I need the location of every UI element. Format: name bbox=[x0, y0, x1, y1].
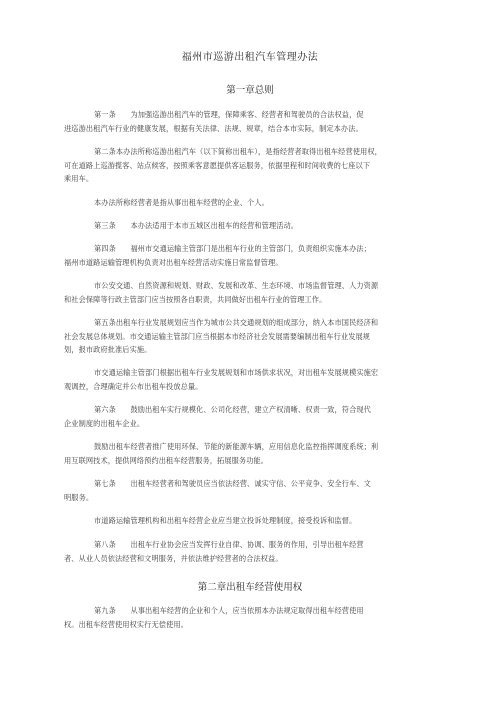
chapter-2-heading: 第二章出租车经营使用权 bbox=[197, 582, 303, 593]
article-7: 第七条 出租车经营者和驾驶员应当依法经营、诚实守信、公平竞争、安全行车、文 明服务。 bbox=[64, 479, 371, 502]
article-2-definition: 本办法所称经营者是指从事出租车经营的企业、个人。 bbox=[94, 198, 269, 207]
article-6-encourage: 鼓励出租车经营者推广使用环保、节能的新能源车辆，应用信息化监控指挥调度系统；利 用互联网技术，提供网络预约出租车经营服务，拓展服务功能。 bbox=[64, 442, 379, 465]
article-6: 第六条 鼓励出租车实行规模化、公司化经营，建立产权清晰、权责一致，符合现代 企业制度的出租车企业。 bbox=[64, 405, 371, 428]
article-9: 第九条 从事出租车经营的企业和个人，应当依照本办法规定取得出租车经营使用 权。出租车经营使用权实行无偿使用。 bbox=[64, 606, 364, 629]
article-7-complaints: 市道路运输管理机构和出租车经营企业应当建立投诉处理制度，接受投诉和监督。 bbox=[94, 516, 357, 525]
article-4-departments: 市公安交通、自然资源和规划、财政、发展和改革、生态环境、市场监督管理、人力资源 和社会保障等行政主管部门应当按照各自职责，共同做好出租车行业的管理工作。 bbox=[64, 281, 379, 304]
article-1: 第一条 为加强巡游出租汽车的管理，保障乘客、经营者和驾驶员的合法权益，促 进巡游出租汽车行业的健康发展，根据有关法律、法规、规章，结合本市实际，制定本办法。 bbox=[64, 110, 364, 133]
article-4: 第四条 福州市交通运输主管部门是出租车行业的主管部门，负责组织实施本办法； 福州市道路运输管理机构负责对出租车经营活动实施日常监督管理。 bbox=[64, 244, 371, 267]
document-title: 福州市巡游出租汽车管理办法 bbox=[181, 52, 319, 63]
article-3: 第三条 本办法适用于本市五城区出租车的经营和管理活动。 bbox=[94, 221, 299, 230]
article-5-control: 市交通运输主管部门根据出租车行业发展规划和市场供求状况，对出租车发展规模实施宏 观调控，合理确定并公布出租车投放总量。 bbox=[64, 368, 379, 391]
article-8: 第八条 出租车行业协会应当发挥行业自律、协调、服务的作用，引导出租车经营 者、从业人员依法经营和文明服务，并依法维护经营者的合法权益。 bbox=[64, 540, 364, 563]
article-5: 第五条出租车行业发展规划应当作为城市公共交通规划的组成部分，纳入本市国民经济和 社会发展总体规划。市交通运输主管部门应当根据本市经济社会发展需要编制出租车行业发展规 划，报市政府批准后实施。 bbox=[64, 318, 379, 354]
article-2: 第二条本办法所称巡游出租汽车（以下简称出租车），是指经营者取得出租车经营使用权， 可在道路上巡游揽客、站点候客，按照乘客意愿提供客运服务，依据里程和时间收费的七座以下 乘用车。 bbox=[64, 147, 382, 183]
chapter-1-heading: 第一章总则 bbox=[226, 85, 274, 96]
